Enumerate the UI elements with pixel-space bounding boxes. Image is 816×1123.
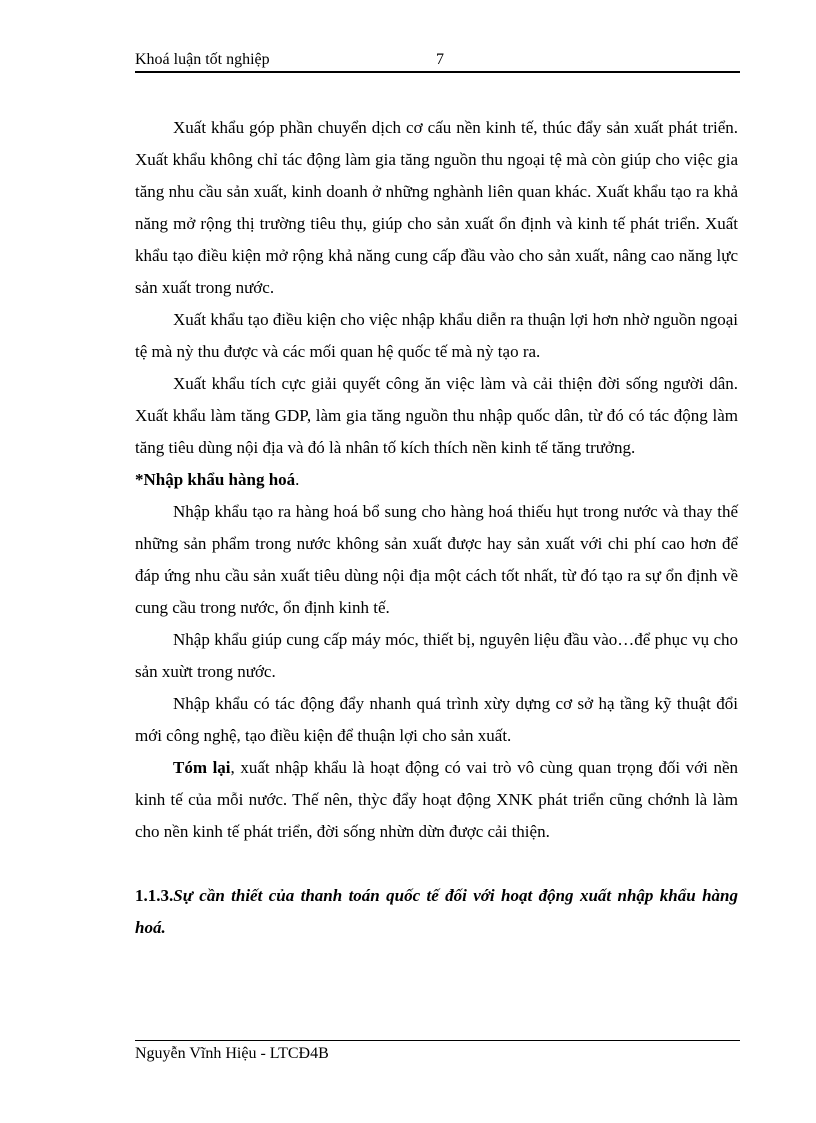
paragraph-import-machinery: Nhập khẩu giúp cung cấp máy móc, thiết bị, nguyên liệu đầu vào…để phục vụ cho sản xuừt trong nước. xyxy=(135,630,738,681)
summary-lead: Tóm lại xyxy=(173,758,231,777)
import-subheading-period: . xyxy=(295,470,300,489)
summary-text: , xuất nhập khẩu là hoạt động có vai trò vô cùng quan trọng đối với nền kinh tế của mỗi nước. Thế nên, thỳc đẩy hoạt động XNK phát triển cũng chớnh là làm cho nền kinh tế phát triển, đời sống nhừn dừn được cải thiện. xyxy=(135,758,738,841)
import-subheading-text: *Nhập khẩu hàng hoá xyxy=(135,470,296,489)
import-subheading xyxy=(135,464,738,496)
paragraph-summary xyxy=(135,752,738,848)
paragraph-import-supplement: Nhập khẩu tạo ra hàng hoá bổ sung cho hàng hoá thiếu hụt trong nước và thay thế những sản phẩm trong nước không sản xuất được hay sản xuất với chi phí cao hơn để đáp ứng nhu cầu sản xuất tiêu dùng nội địa một cách tốt nhất, từ đó tạo ra sự ổn định về cung cầu trong nước, ổn định kinh tế. xyxy=(135,502,738,617)
paragraph-export-import-conditions: Xuất khẩu tạo điều kiện cho việc nhập khẩu diễn ra thuận lợi hơn nhờ nguồn ngoại tệ mà nỳ thu được và các mối quan hệ quốc tế mà nỳ tạo ra. xyxy=(135,310,738,361)
header-title: Khoá luận tốt nghiệp xyxy=(135,51,270,68)
document-body xyxy=(135,112,738,944)
section-title: Sự cần thiết của thanh toán quốc tế đối với hoạt động xuất nhập khẩu hàng hoá. xyxy=(135,886,738,937)
page-header xyxy=(135,49,740,73)
paragraph-import-infrastructure: Nhập khẩu có tác động đẩy nhanh quá trình xừy dựng cơ sở hạ tầng kỹ thuật đổi mới công nghệ, tạo điều kiện để thuận lợi cho sản xuất. xyxy=(135,694,738,745)
section-heading xyxy=(135,880,738,944)
footer-rule xyxy=(135,1040,740,1041)
page-footer: Nguyễn Vĩnh Hiệu - LTCĐ4B xyxy=(135,1045,329,1062)
section-number: 1.1.3. xyxy=(135,886,174,905)
paragraph-export-structure: Xuất khẩu góp phần chuyển dịch cơ cấu nền kinh tế, thúc đẩy sản xuất phát triển. Xuất khẩu không chỉ tác động làm gia tăng nguồn thu ngoại tệ mà còn giúp cho việc gia tăng nhu cầu sản xuất, kinh doanh ở những nghành liên quan khác. Xuất khẩu tạo ra khả năng mở rộng thị trường tiêu thụ, giúp cho sản xuất ổn định và kinh tế phát triển. Xuất khẩu tạo điều kiện mở rộng khả năng cung cấp đầu vào cho sản xuất, nâng cao năng lực sản xuất trong nước. xyxy=(135,118,738,297)
page-number: 7 xyxy=(436,51,444,68)
paragraph-export-employment: Xuất khẩu tích cực giải quyết công ăn việc làm và cải thiện đời sống người dân. Xuất khẩu làm tăng GDP, làm gia tăng nguồn thu nhập quốc dân, từ đó có tác động làm tăng tiêu dùng nội địa và đó là nhân tố kích thích nền kinh tế tăng trưởng. xyxy=(135,374,738,457)
